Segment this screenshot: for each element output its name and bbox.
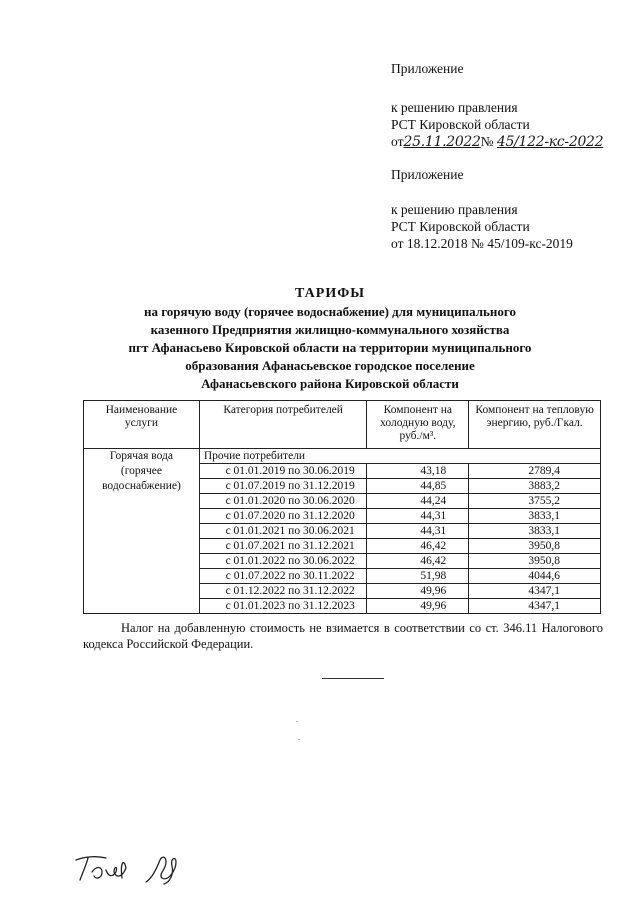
- heat-value: 4347,1: [469, 584, 601, 599]
- document-title: [80, 285, 580, 393]
- handwritten-initials: [72, 848, 202, 888]
- title-main: ТАРИФЫ: [295, 286, 365, 301]
- heat-value: 3950,8: [469, 539, 601, 554]
- annex-previous-line3: от 18.12.2018 № 45/109-кс-2019: [391, 236, 573, 251]
- cold-value: 51,98: [367, 569, 469, 584]
- title-line-5: Афанасьевского района Кировской области: [201, 376, 459, 391]
- scan-speck: .: [298, 733, 300, 742]
- cold-value: 44,31: [367, 509, 469, 524]
- handwritten-number: 45/122-кс-2022: [496, 134, 604, 150]
- closing-divider: [322, 678, 384, 679]
- title-line-1: на горячую воду (горячее водоснабжение) для муниципального: [143, 304, 516, 319]
- heat-value: 2789,4: [469, 464, 601, 479]
- tariff-table: [83, 400, 601, 614]
- scan-speck: .: [296, 715, 298, 724]
- annex-current: [391, 60, 603, 151]
- heat-value: 3833,1: [469, 509, 601, 524]
- cold-value: 44,31: [367, 524, 469, 539]
- heat-value: 3755,2: [469, 494, 601, 509]
- cold-value: 44,85: [367, 479, 469, 494]
- annex-current-line2: РСТ Кировской области: [391, 117, 530, 132]
- cold-value: 46,42: [367, 554, 469, 569]
- annex-previous-line2: РСТ Кировской области: [391, 219, 530, 234]
- period-cell: с 01.01.2022 по 30.06.2022: [199, 554, 367, 569]
- period-cell: с 01.07.2019 по 31.12.2019: [199, 479, 367, 494]
- cold-value: 43,18: [367, 464, 469, 479]
- header-category: Категория потребителей: [199, 401, 367, 449]
- cold-value: 49,96: [367, 599, 469, 614]
- title-line-2: казенного Предприятия жилищно-коммунального хозяйства: [150, 322, 510, 337]
- table-row: [84, 449, 601, 464]
- annex-previous-line1: к решению правления: [391, 202, 518, 217]
- table-header-row: [84, 401, 601, 449]
- handwritten-date: 25.11.2022: [403, 134, 481, 150]
- annex-current-label: Приложение: [391, 61, 464, 76]
- period-cell: с 01.01.2019 по 30.06.2019: [199, 464, 367, 479]
- period-cell: с 01.12.2022 по 31.12.2022: [199, 584, 367, 599]
- consumer-category: Прочие потребители: [199, 449, 600, 464]
- heat-value: 4347,1: [469, 599, 601, 614]
- heat-value: 3883,2: [469, 479, 601, 494]
- heat-value: 3950,8: [469, 554, 601, 569]
- title-line-4: образования Афанасьевское городское поселение: [185, 358, 475, 373]
- number-sign: №: [480, 134, 494, 149]
- cold-value: 49,96: [367, 584, 469, 599]
- period-cell: с 01.01.2020 по 30.06.2020: [199, 494, 367, 509]
- header-heat-component: Компонент на тепловую энергию, руб./Гкал.: [469, 401, 601, 449]
- header-cold-component: Компонент на холодную воду, руб./м³.: [367, 401, 469, 449]
- heat-value: 3833,1: [469, 524, 601, 539]
- period-cell: с 01.07.2020 по 31.12.2020: [199, 509, 367, 524]
- cold-value: 46,42: [367, 539, 469, 554]
- title-line-3: пгт Афанасьево Кировской области на территории муниципального: [128, 340, 532, 355]
- header-service: Наименование услуги: [84, 401, 200, 449]
- period-cell: с 01.01.2023 по 31.12.2023: [199, 599, 367, 614]
- annex-current-from: от: [391, 134, 404, 149]
- annex-previous-label: Приложение: [391, 167, 464, 182]
- heat-value: 4044,6: [469, 569, 601, 584]
- tax-note: Налог на добавленную стоимость не взимается в соответствии со ст. 346.11 Налогового кодекса Российской Федерации.: [83, 621, 603, 651]
- annex-previous: [391, 166, 573, 252]
- annex-current-date-line: [391, 133, 603, 151]
- period-cell: с 01.07.2022 по 30.11.2022: [199, 569, 367, 584]
- period-cell: с 01.07.2021 по 31.12.2021: [199, 539, 367, 554]
- annex-current-line1: к решению правления: [391, 100, 518, 115]
- cold-value: 44,24: [367, 494, 469, 509]
- period-cell: с 01.01.2021 по 30.06.2021: [199, 524, 367, 539]
- service-name: Горячая вода (горячее водоснабжение): [84, 449, 200, 614]
